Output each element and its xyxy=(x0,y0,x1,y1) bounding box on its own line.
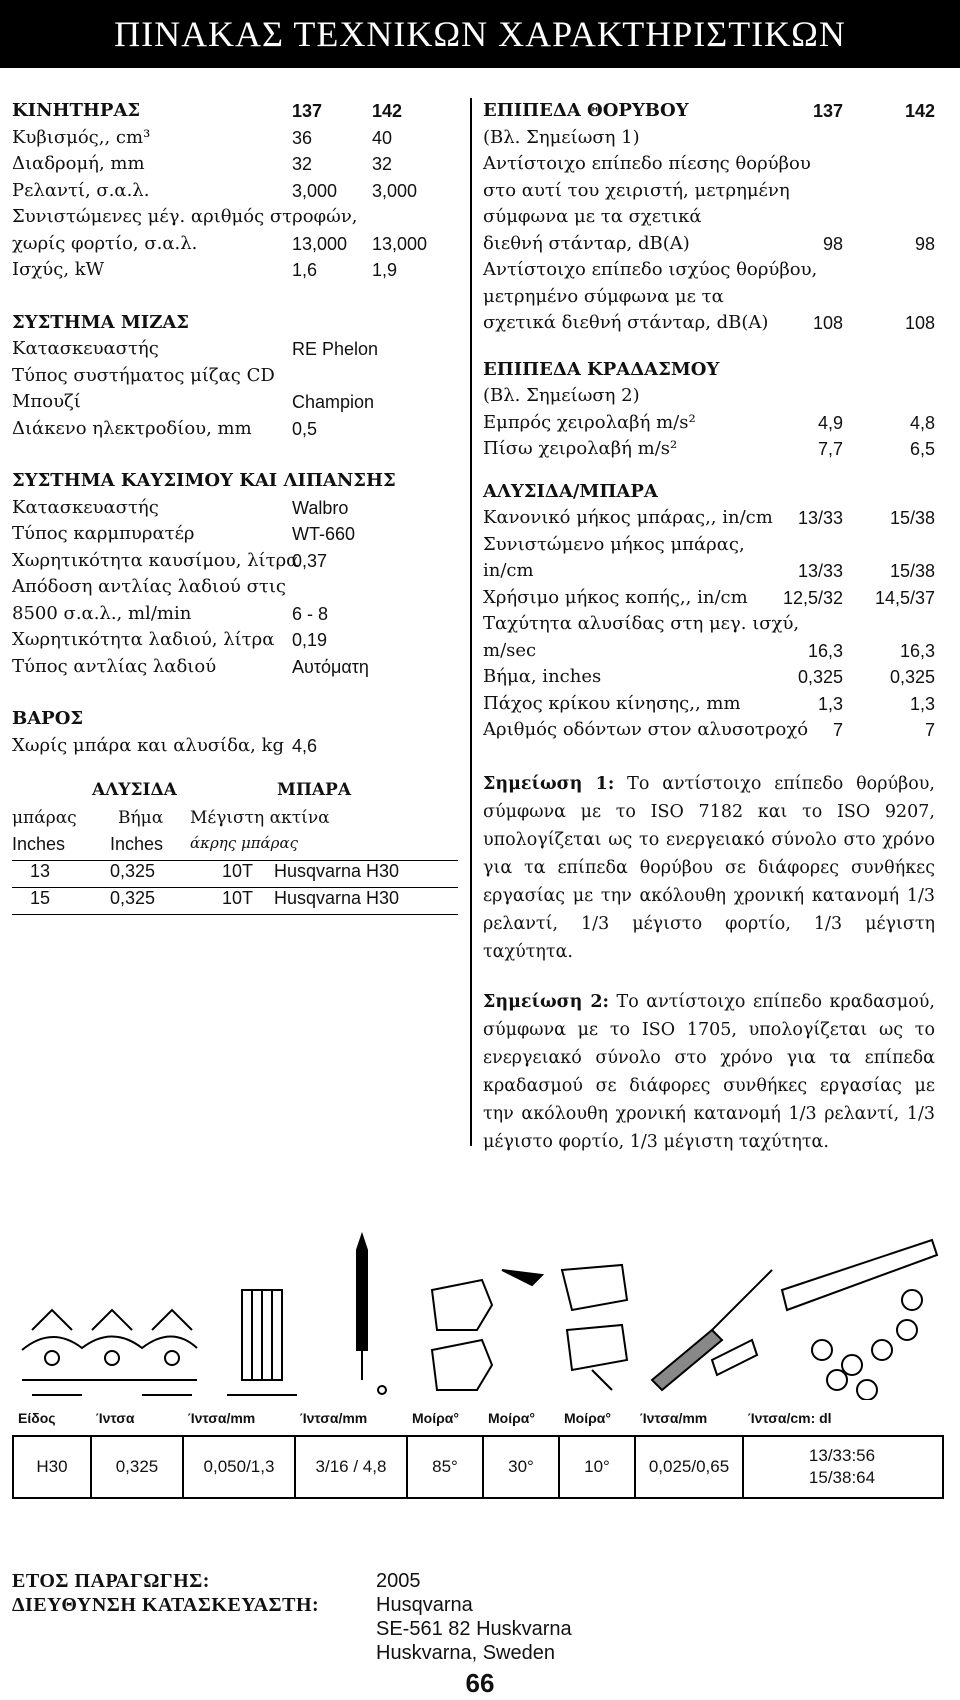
spec-label: Πίσω χειρολαβή m/s² xyxy=(483,438,678,459)
vibration-row xyxy=(483,410,935,437)
fuel-row xyxy=(12,495,456,522)
chain-heading: ΑΛΥΣΙΔΑ xyxy=(92,780,177,800)
spec-value-137: 7 xyxy=(832,720,843,740)
spec-value-142: 14,5/37 xyxy=(874,587,935,608)
spec-value-142: 6,5 xyxy=(909,439,935,459)
file-table-header: Είδος xyxy=(18,1410,56,1426)
chain-sub2: Βήμα xyxy=(118,808,164,828)
spec-value-137: 13,000 xyxy=(292,233,348,254)
ignition-heading: ΣΥΣΤΗΜΑ ΜΙΖΑΣ xyxy=(12,311,190,333)
spec-label: Ταχύτητα αλυσίδας στη μεγ. ισχύ, xyxy=(483,613,800,634)
vibration-section xyxy=(483,357,935,463)
spec-label: (Βλ. Σημείωση 1) xyxy=(483,126,640,148)
fuel-row xyxy=(12,574,456,601)
fuel-section xyxy=(12,468,456,680)
fuel-row xyxy=(12,601,456,628)
spec-label: Κανονικό μήκος μπάρας,, in/cm xyxy=(483,507,773,528)
ignition-row xyxy=(12,363,456,390)
noise-row xyxy=(483,231,935,258)
spec-value-137: 1,6 xyxy=(292,260,318,280)
chain-unit3: άκρης μπάρας xyxy=(190,834,299,852)
chainbar_spec-row xyxy=(483,717,935,744)
noise-model-142: 142 xyxy=(904,101,935,121)
file-table-cell: 30° xyxy=(484,1437,560,1497)
spec-value-137: 3,000 xyxy=(292,180,338,201)
engine-row xyxy=(12,257,456,284)
spec-label: Τύπος συστήματος μίζας CD xyxy=(12,364,275,386)
file-table-cell: H30 xyxy=(14,1437,92,1497)
chain-bar-cell: 13 xyxy=(30,861,51,881)
spec-label: (Βλ. Σημείωση 2) xyxy=(483,385,640,406)
file-holder-illustration xyxy=(652,1270,772,1390)
spec-label: Συνιστώμενο μήκος μπάρας, xyxy=(483,533,745,555)
file-table-cell: 0,050/1,3 xyxy=(184,1437,296,1497)
manufacturer-postal: SE-561 82 Huskvarna xyxy=(376,1618,572,1640)
chain-bar-row xyxy=(12,888,458,915)
note-1 xyxy=(483,770,935,966)
spec-value-142: 15/38 xyxy=(889,508,935,528)
file-table-header: Μοίρα° xyxy=(564,1410,611,1426)
file-table-header: Ίντσα/mm xyxy=(300,1410,368,1426)
spec-value: RE Phelon xyxy=(292,339,379,359)
spec-label: Τύπος καρμπυρατέρ xyxy=(12,523,195,544)
file-table xyxy=(12,1435,944,1499)
noise-row xyxy=(483,178,935,205)
cutter-file-guide-illustration xyxy=(432,1270,542,1390)
chainbar_spec-row xyxy=(483,638,935,665)
spec-value-142: 1,9 xyxy=(372,260,398,280)
chain-bar-cell: 15 xyxy=(30,888,51,908)
spec-value: 4,6 xyxy=(292,735,318,756)
spec-value-142: 16,3 xyxy=(899,640,935,661)
spec-label: Αντίστοιχο επίπεδο πίεσης θορύβου xyxy=(483,153,811,174)
spec-value-142: 32 xyxy=(372,154,393,174)
spec-label: Απόδοση αντλίας λαδιού στις xyxy=(12,576,286,597)
fuel-row xyxy=(12,548,456,575)
spec-value-137: 13/33 xyxy=(797,508,843,528)
chain-bar-cell: Husqvarna H30 xyxy=(274,888,400,908)
column-divider xyxy=(470,98,472,1146)
spec-value: Αυτόματη xyxy=(292,656,369,677)
spec-value: Champion xyxy=(292,392,375,412)
note-1-text: Το αντίστοιχο επίπεδο θορύβου, σύμφωνα με το ISO 7182 και το ISO 9207, υπολογίζεται ως το ενεργειακό σύνολο στο χρόνο για τα επίπεδα θορύβου σε διάφορες συνθήκες εργασίας με την ακόλουθη χρονική κατανομή 1/3 ρελαντί, 1/3 μέγιστο φορτίο, 1/3 μέγιστη ταχύτητα. xyxy=(483,773,935,962)
note-2-label: Σημείωση 2: xyxy=(483,991,609,1012)
weight-row xyxy=(12,733,456,760)
noise-model-137: 137 xyxy=(812,101,843,121)
page-number: 66 xyxy=(465,1668,495,1698)
spec-label: σχετικά διεθνή στάνταρ, dB(A) xyxy=(483,312,769,333)
spec-value-137: 13/33 xyxy=(797,561,843,581)
chainbar-spec-heading: ΑΛΥΣΙΔΑ/ΜΠΑΡΑ xyxy=(483,480,658,502)
file-table-headers xyxy=(12,1408,940,1432)
noise-heading: ΕΠΙΠΕΔΑ ΘΟΡΥΒΟΥ xyxy=(483,100,689,121)
engine-row xyxy=(12,204,456,231)
spec-value-142: 108 xyxy=(904,313,935,333)
spec-label: Αριθμός οδόντων στον αλυσοτροχό xyxy=(483,719,809,740)
spec-label: Κατασκευαστής xyxy=(12,338,159,359)
chain-unit2: Inches xyxy=(110,834,164,854)
chainbar-spec-section xyxy=(483,479,935,744)
spec-value-142: 40 xyxy=(372,127,393,148)
spec-value: Walbro xyxy=(292,497,349,518)
spec-label: in/cm xyxy=(483,560,534,581)
spec-value-142: 15/38 xyxy=(889,561,935,581)
model-137: 137 xyxy=(292,101,323,121)
engine-row xyxy=(12,231,456,258)
weight-section xyxy=(12,706,456,759)
manufacturer-name: Husqvarna xyxy=(376,1594,473,1616)
file-table-header: Μοίρα° xyxy=(488,1410,535,1426)
spec-label: Χωρίς μπάρα και αλυσίδα, kg xyxy=(12,734,284,756)
chainbar_spec-row xyxy=(483,585,935,612)
engine-heading: ΚΙΝΗΤΗΡΑΣ xyxy=(12,100,141,121)
note-1-label: Σημείωση 1: xyxy=(483,773,615,794)
spec-label: Εμπρός χειρολαβή m/s² xyxy=(483,411,696,433)
spec-label: Διάκενο ηλεκτροδίου, mm xyxy=(12,417,252,439)
spec-value-142: 3,000 xyxy=(372,180,418,201)
right-column xyxy=(483,98,935,1156)
chain-bar-cell: Husqvarna H30 xyxy=(274,861,400,881)
spec-label: Ισχύς, kW xyxy=(12,259,105,280)
spec-label: Πάχος κρίκου κίνησης,, mm xyxy=(483,692,741,714)
engine-row xyxy=(12,178,456,205)
engine-row xyxy=(12,151,456,178)
spec-value: WT-660 xyxy=(292,524,356,544)
spec-label: Διαδρομή, mm xyxy=(12,153,145,174)
file-table-header: Ίντσα/mm xyxy=(640,1410,708,1426)
spec-value-142: 4,8 xyxy=(909,412,935,433)
spec-value-137: 1,3 xyxy=(817,693,843,714)
file-table-cell: 10° xyxy=(560,1437,636,1497)
chain-bar-cell: 10T xyxy=(222,861,254,881)
note-2 xyxy=(483,988,935,1156)
spec-value-142: 1,3 xyxy=(909,693,935,714)
vibration-row xyxy=(483,383,935,410)
file-table-header: Ίντσα/cm: dl xyxy=(748,1410,832,1426)
spec-value: 6 - 8 xyxy=(292,603,329,624)
vibration-row xyxy=(483,436,935,463)
bar-heading: ΜΠΑΡΑ xyxy=(277,780,352,800)
file-table-cell: 3/16 / 4,8 xyxy=(296,1437,408,1497)
spec-value-137: 36 xyxy=(292,127,313,148)
spec-label: Συνιστώμενες μέγ. αριθμός στροφών, xyxy=(12,206,358,227)
chainbar_spec-row xyxy=(483,532,935,559)
spec-label: Ρελαντί, σ.α.λ. xyxy=(12,179,150,201)
spec-label: Τύπος αντλίας λαδιού xyxy=(12,655,217,677)
engine-heading-row xyxy=(12,98,456,125)
spec-value-142: 7 xyxy=(924,720,935,740)
spec-value: 0,19 xyxy=(292,630,328,650)
spec-value-142: 98 xyxy=(914,233,935,254)
noise-row xyxy=(483,310,935,337)
depth-gauge-illustration xyxy=(562,1265,627,1390)
file-table-header: Ίντσα xyxy=(96,1410,135,1426)
note-2-text: Το αντίστοιχο επίπεδο κραδασμού, σύμφωνα με το ISO 1705, υπολογίζεται ως το ενεργειακό σύνολο στο χρόνο για τα επίπεδα κραδασμού σε διάφορες συνθήκες εργασίας με την ακόλουθη χρονική κατανομή 1/3 ρελαντί, 1/3 μέγιστο φορτίο, 1/3 μέγιστη ταχύτητα. xyxy=(483,991,935,1152)
spec-label: 8500 σ.α.λ., ml/min xyxy=(12,602,192,624)
spec-value-142: 0,325 xyxy=(889,667,935,687)
spec-value-137: 7,7 xyxy=(817,439,843,459)
bar-and-chain-illustration xyxy=(782,1240,937,1400)
ignition-row xyxy=(12,416,456,443)
fuel-row xyxy=(12,627,456,654)
spec-label: Χρήσιμο μήκος κοπής,, in/cm xyxy=(483,586,748,608)
chain-illustration xyxy=(22,1310,197,1395)
noise-row xyxy=(483,257,935,284)
spec-value-137: 98 xyxy=(822,233,843,254)
round-file-illustration xyxy=(357,1235,386,1394)
chain-bar-cell: 0,325 xyxy=(110,888,156,908)
file-table-header: Ίντσα/mm xyxy=(188,1410,256,1426)
file-table-header: Μοίρα° xyxy=(412,1410,459,1426)
spec-value: 0,5 xyxy=(292,418,318,439)
engine-row xyxy=(12,125,456,152)
spec-value: 0,37 xyxy=(292,550,328,571)
chainbar_spec-row xyxy=(483,558,935,585)
chainbar_spec-row xyxy=(483,611,935,638)
spec-value-137: 4,9 xyxy=(817,412,843,433)
file-table-cell: 0,325 xyxy=(92,1437,184,1497)
fuel-row xyxy=(12,521,456,548)
noise-row xyxy=(483,151,935,178)
production-year-label: ΕΤΟΣ ΠΑΡΑΓΩΓΗΣ: xyxy=(12,1570,210,1592)
chain-bar-row xyxy=(12,861,458,888)
production-year: 2005 xyxy=(376,1570,421,1592)
file-table-cell: 85° xyxy=(408,1437,484,1497)
spec-label: σύμφωνα με τα σχετικά xyxy=(483,206,702,227)
manufacturer-city: Huskvarna, Sweden xyxy=(376,1642,555,1664)
file-table-cell: 13/33:56 15/38:64 xyxy=(808,1446,876,1487)
ignition-section xyxy=(12,310,456,443)
spec-label: Βήμα, inches xyxy=(483,666,602,687)
noise-section xyxy=(483,98,935,337)
spec-value-137: 12,5/32 xyxy=(782,587,843,608)
chain-sub3: Μέγιστη ακτίνα xyxy=(190,808,330,828)
spec-value-137: 16,3 xyxy=(807,640,843,661)
spec-label: Μπουζί xyxy=(12,391,81,412)
ignition-row xyxy=(12,336,456,363)
fuel-row xyxy=(12,654,456,681)
chainbar_spec-row xyxy=(483,691,935,718)
spec-label: Κατασκευαστής xyxy=(12,496,159,518)
spec-label: m/sec xyxy=(483,639,537,661)
chainbar_spec-row xyxy=(483,664,935,691)
engine-section xyxy=(12,98,456,284)
chain-bar-cell: 0,325 xyxy=(110,861,156,881)
spec-label: Κυβισμός,, cm³ xyxy=(12,126,151,148)
noise-row xyxy=(483,284,935,311)
weight-heading: ΒΑΡΟΣ xyxy=(12,708,84,729)
vibration-heading: ΕΠΙΠΕΔΑ ΚΡΑΔΑΣΜΟΥ xyxy=(483,358,720,380)
file-table-cell: 0,025/0,65 xyxy=(636,1437,744,1497)
spec-label: διεθνή στάνταρ, dB(A) xyxy=(483,232,690,254)
chainbar_spec-row xyxy=(483,505,935,532)
spec-value-137: 32 xyxy=(292,154,313,174)
chain-unit1: Inches xyxy=(12,834,66,854)
left-column xyxy=(12,98,456,785)
chain-bar-table xyxy=(12,780,458,915)
noise-row xyxy=(483,125,935,152)
fuel-heading: ΣΥΣΤΗΜΑ ΚΑΥΣΙΜΟΥ ΚΑΙ ΛΙΠΑΝΣΗΣ xyxy=(12,470,396,491)
spec-value-142: 13,000 xyxy=(372,233,428,254)
chain-file-illustrations xyxy=(12,1230,940,1400)
spec-label: Χωρητικότητα καυσίμου, λίτρα xyxy=(12,549,299,571)
page-title: ΠΙΝΑΚΑΣ ΤΕΧΝΙΚΩΝ ΧΑΡΑΚΤΗΡΙΣΤΙΚΩΝ xyxy=(0,0,960,68)
spec-label: χωρίς φορτίο, σ.α.λ. xyxy=(12,232,198,254)
chain-sub1: μπάρας xyxy=(12,808,77,828)
spec-value-137: 108 xyxy=(812,313,843,333)
spec-value-137: 0,325 xyxy=(797,667,843,687)
spec-label: μετρημένο σύμφωνα με τα xyxy=(483,285,724,307)
spec-label: Χωρητικότητα λαδιού, λίτρα xyxy=(12,629,275,650)
noise-row xyxy=(483,204,935,231)
spec-label: Αντίστοιχο επίπεδο ισχύος θορύβου, xyxy=(483,259,818,280)
chain-bar-cell: 10T xyxy=(222,888,254,908)
file-illustration xyxy=(227,1290,297,1395)
spec-label: στο αυτί του χειριστή, μετρημένη xyxy=(483,179,790,201)
model-142: 142 xyxy=(372,101,403,121)
footer xyxy=(12,1570,940,1666)
manufacturer-address-label: ΔΙΕΥΘΥΝΣΗ ΚΑΤΑΣΚΕΥΑΣΤΗ: xyxy=(12,1594,320,1616)
ignition-row xyxy=(12,389,456,416)
